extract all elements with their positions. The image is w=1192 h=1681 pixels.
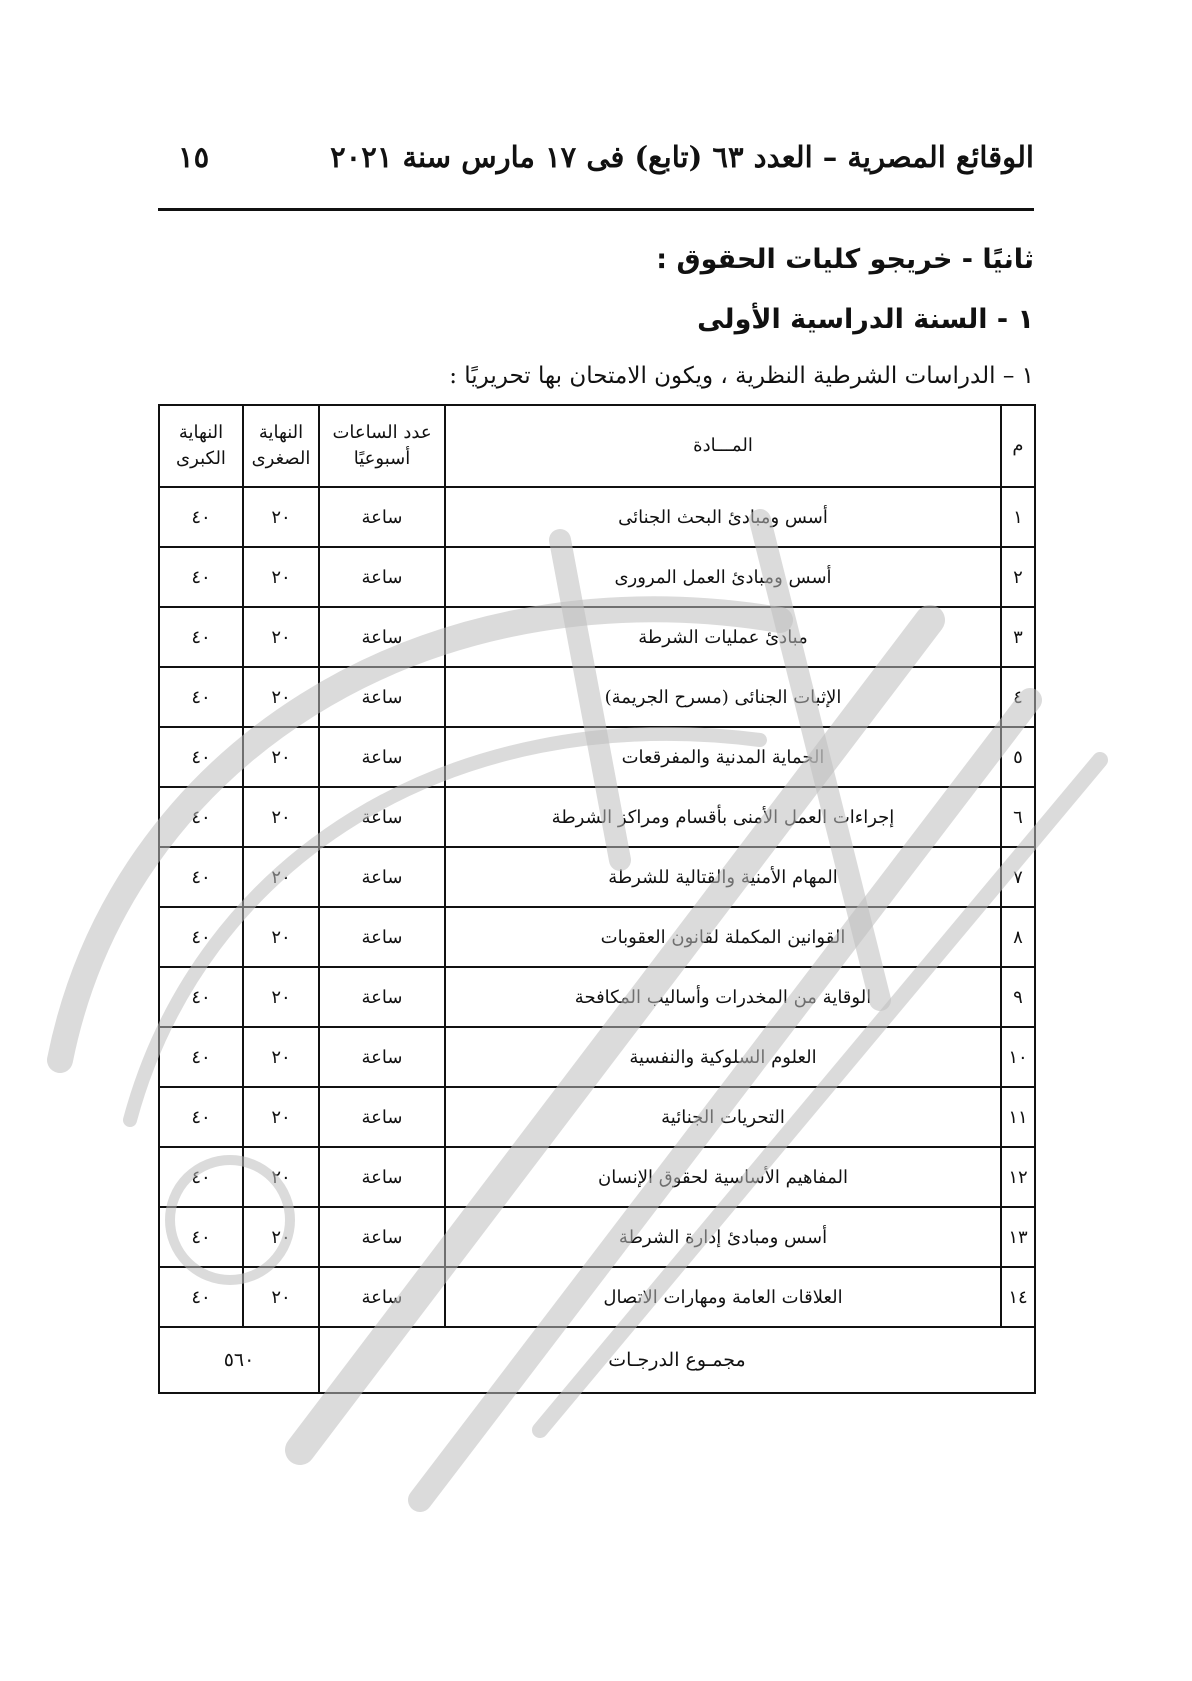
row-hours: ساعة [319, 607, 445, 667]
col-header-max-line2: الكبرى [176, 448, 226, 469]
row-subject: الإثبات الجنائى (مسرح الجريمة) [445, 667, 1001, 727]
table-row [159, 787, 1035, 847]
row-subject: الوقاية من المخدرات وأساليب المكافحة [445, 967, 1001, 1027]
col-header-min-line2: الصغرى [251, 448, 311, 469]
table-header-row [159, 405, 1035, 487]
col-header-index: م [1001, 405, 1035, 487]
row-min-grade: ٢٠ [243, 1147, 319, 1207]
row-hours: ساعة [319, 667, 445, 727]
table-row [159, 1207, 1035, 1267]
row-min-grade: ٢٠ [243, 1087, 319, 1147]
row-hours: ساعة [319, 547, 445, 607]
table-row [159, 487, 1035, 547]
row-max-grade: ٤٠ [159, 847, 243, 907]
row-hours: ساعة [319, 847, 445, 907]
row-index: ١١ [1001, 1087, 1035, 1147]
row-subject: مبادئ عمليات الشرطة [445, 607, 1001, 667]
page-number: ١٥ [178, 140, 210, 174]
row-max-grade: ٤٠ [159, 1267, 243, 1327]
row-subject: إجراءات العمل الأمنى بأقسام ومراكز الشرطة [445, 787, 1001, 847]
table-row [159, 1027, 1035, 1087]
row-min-grade: ٢٠ [243, 1267, 319, 1327]
row-index: ٨ [1001, 907, 1035, 967]
table-row [159, 667, 1035, 727]
row-min-grade: ٢٠ [243, 727, 319, 787]
row-hours: ساعة [319, 1207, 445, 1267]
row-min-grade: ٢٠ [243, 487, 319, 547]
row-index: ٣ [1001, 607, 1035, 667]
row-min-grade: ٢٠ [243, 847, 319, 907]
grades-table [158, 404, 1036, 1394]
subsection-heading: ١ – الدراسات الشرطية النظرية ، ويكون الامتحان بها تحريريًا : [449, 363, 1034, 389]
row-subject: أسس ومبادئ البحث الجنائى [445, 487, 1001, 547]
col-header-hours [319, 405, 445, 487]
row-max-grade: ٤٠ [159, 1207, 243, 1267]
row-hours: ساعة [319, 1087, 445, 1147]
total-value: ٥٦٠ [159, 1327, 319, 1393]
row-subject: الحماية المدنية والمفرقعات [445, 727, 1001, 787]
row-max-grade: ٤٠ [159, 1147, 243, 1207]
row-hours: ساعة [319, 1147, 445, 1207]
table-row [159, 1087, 1035, 1147]
row-subject: العلوم السلوكية والنفسية [445, 1027, 1001, 1087]
row-subject: العلاقات العامة ومهارات الاتصال [445, 1267, 1001, 1327]
row-max-grade: ٤٠ [159, 607, 243, 667]
row-hours: ساعة [319, 967, 445, 1027]
table-row [159, 547, 1035, 607]
row-hours: ساعة [319, 727, 445, 787]
row-hours: ساعة [319, 907, 445, 967]
table-row [159, 907, 1035, 967]
row-max-grade: ٤٠ [159, 1087, 243, 1147]
row-min-grade: ٢٠ [243, 787, 319, 847]
row-index: ٤ [1001, 667, 1035, 727]
row-min-grade: ٢٠ [243, 607, 319, 667]
row-index: ١٠ [1001, 1027, 1035, 1087]
row-index: ٩ [1001, 967, 1035, 1027]
row-subject: القوانين المكملة لقانون العقوبات [445, 907, 1001, 967]
table-body [159, 487, 1035, 1327]
row-index: ١ [1001, 487, 1035, 547]
col-header-min-line1: النهاية [258, 421, 304, 443]
row-min-grade: ٢٠ [243, 1027, 319, 1087]
gazette-title: الوقائع المصرية – العدد ٦٣ (تابع) فى ١٧ مارس سنة ٢٠٢١ [330, 140, 1034, 174]
year-heading: ١ - السنة الدراسية الأولى [697, 304, 1034, 335]
row-index: ٦ [1001, 787, 1035, 847]
row-subject: أسس ومبادئ إدارة الشرطة [445, 1207, 1001, 1267]
table-row [159, 607, 1035, 667]
row-min-grade: ٢٠ [243, 967, 319, 1027]
row-hours: ساعة [319, 1027, 445, 1087]
row-max-grade: ٤٠ [159, 727, 243, 787]
row-hours: ساعة [319, 787, 445, 847]
total-row [159, 1327, 1035, 1393]
row-min-grade: ٢٠ [243, 547, 319, 607]
row-min-grade: ٢٠ [243, 907, 319, 967]
row-subject: المهام الأمنية والقتالية للشرطة [445, 847, 1001, 907]
table-row [159, 967, 1035, 1027]
row-max-grade: ٤٠ [159, 667, 243, 727]
row-max-grade: ٤٠ [159, 1027, 243, 1087]
row-hours: ساعة [319, 1267, 445, 1327]
col-header-hours-line2: أسبوعيًا [353, 448, 411, 469]
row-index: ١٣ [1001, 1207, 1035, 1267]
row-max-grade: ٤٠ [159, 487, 243, 547]
col-header-subject: المـــادة [445, 405, 1001, 487]
row-index: ٧ [1001, 847, 1035, 907]
col-header-max-line1: النهاية [178, 421, 224, 443]
row-index: ١٢ [1001, 1147, 1035, 1207]
row-max-grade: ٤٠ [159, 547, 243, 607]
row-index: ١٤ [1001, 1267, 1035, 1327]
row-index: ٥ [1001, 727, 1035, 787]
row-max-grade: ٤٠ [159, 907, 243, 967]
section-heading: ثانيًا - خريجو كليات الحقوق : [656, 244, 1034, 275]
col-header-min [243, 405, 319, 487]
header-divider [158, 208, 1034, 211]
table-row [159, 847, 1035, 907]
row-max-grade: ٤٠ [159, 787, 243, 847]
row-min-grade: ٢٠ [243, 667, 319, 727]
row-hours: ساعة [319, 487, 445, 547]
row-subject: المفاهيم الأساسية لحقوق الإنسان [445, 1147, 1001, 1207]
row-min-grade: ٢٠ [243, 1207, 319, 1267]
table-row [159, 1147, 1035, 1207]
page-header [158, 140, 1034, 190]
table-row [159, 727, 1035, 787]
row-max-grade: ٤٠ [159, 967, 243, 1027]
col-header-hours-line1: عدد الساعات [332, 421, 432, 443]
row-index: ٢ [1001, 547, 1035, 607]
total-label: مجمـوع الدرجـات [319, 1327, 1035, 1393]
col-header-max [159, 405, 243, 487]
row-subject: أسس ومبادئ العمل المرورى [445, 547, 1001, 607]
row-subject: التحريات الجنائية [445, 1087, 1001, 1147]
table-row [159, 1267, 1035, 1327]
